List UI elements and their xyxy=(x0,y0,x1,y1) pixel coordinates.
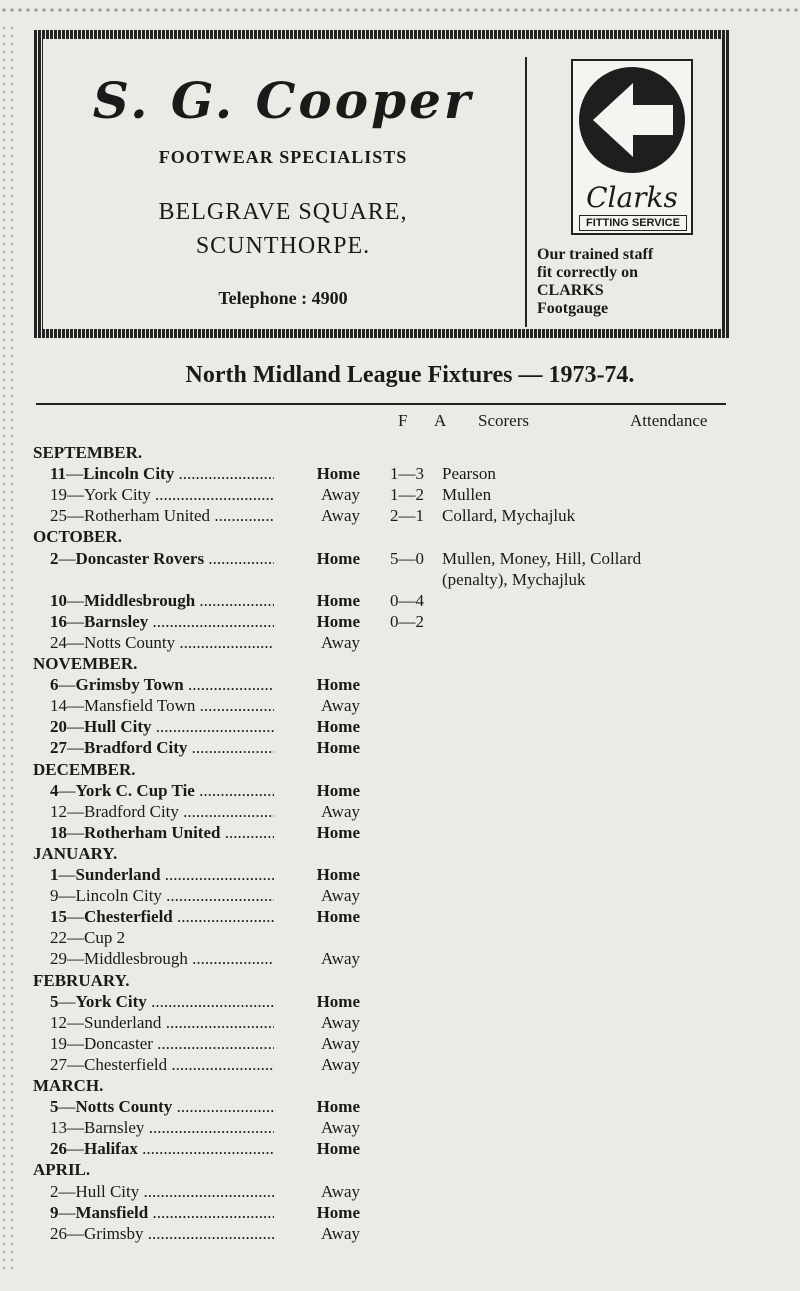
fixture-date: 9 xyxy=(50,886,59,906)
fixture-row xyxy=(0,865,800,886)
fixture-row xyxy=(0,506,800,527)
fixture-opponent-name: Chesterfield xyxy=(84,907,173,927)
fixture-venue: Home xyxy=(274,612,360,632)
fixture-row xyxy=(0,696,800,717)
shop-telephone: Telephone : 4900 xyxy=(218,288,348,308)
header-against: A xyxy=(434,411,447,430)
fixtures-title: North Midland League Fixtures — 1973-74. xyxy=(185,362,635,388)
fixture-venue: Home xyxy=(274,549,360,569)
fixture-row xyxy=(0,907,800,928)
fixture-opponent: 10—Middlesbrough ..... xyxy=(50,591,288,611)
fixture-date: 26 xyxy=(50,1223,67,1243)
fixture-opponent-name: Mansfield Town xyxy=(84,696,196,716)
clarks-blurb-line: CLARKS xyxy=(537,282,604,299)
fixture-row xyxy=(0,612,800,633)
fixture-row xyxy=(0,1224,800,1245)
fixture-opponent-name: Hull City xyxy=(84,717,152,737)
fixture-date: 2 xyxy=(50,548,59,568)
fixture-date: 25 xyxy=(50,506,67,526)
fixture-opponent: 24—Notts County ..... xyxy=(50,633,288,653)
fixture-venue: Home xyxy=(274,717,360,737)
fixture-venue: Home xyxy=(274,1097,360,1117)
fixture-score: 2—1 xyxy=(390,506,424,526)
month-heading: MARCH. xyxy=(33,1076,104,1095)
header-attendance: Attendance xyxy=(630,411,708,430)
shop-address-line2: SCUNTHORPE. xyxy=(195,233,371,259)
fixture-date: 27 xyxy=(50,738,67,758)
fixture-opponent: 15—Chesterfield ..... xyxy=(50,907,288,927)
fixture-date: 24 xyxy=(50,632,67,652)
fixture-opponent-name: Rotherham United xyxy=(84,822,221,842)
fixture-date: 16 xyxy=(50,611,67,631)
cooper-advert xyxy=(34,30,730,338)
fixture-venue: Away xyxy=(274,1034,360,1054)
fixture-opponent: 20—Hull City ..... xyxy=(50,717,288,737)
fixture-row xyxy=(0,928,800,949)
fixture-opponent-name: Notts County xyxy=(75,1097,173,1117)
fixture-venue: Home xyxy=(274,1139,360,1159)
fixture-venue: Home xyxy=(274,675,360,695)
fixture-row xyxy=(0,886,800,907)
fixture-opponent-name: Rotherham United xyxy=(84,506,211,526)
shop-tagline: FOOTWEAR SPECIALISTS xyxy=(158,147,408,167)
fixture-row xyxy=(0,591,800,612)
fixture-venue: Away xyxy=(274,1055,360,1075)
fixture-opponent-name: York City xyxy=(75,991,147,1011)
fixture-opponent-name: Middlesbrough xyxy=(84,949,188,969)
fixture-scorers: Mullen xyxy=(442,485,492,505)
fixture-date: 12 xyxy=(50,1012,67,1032)
fixture-opponent: 14—Mansfield Town ..... xyxy=(50,696,288,716)
clarks-blurb-line: Our trained staff xyxy=(537,246,654,263)
fixture-venue: Home xyxy=(274,992,360,1012)
fixture-opponent-name: Barnsley xyxy=(84,611,149,631)
fixture-date: 13 xyxy=(50,1118,67,1138)
fixture-date: 19 xyxy=(50,1033,67,1053)
fixture-opponent-name: Lincoln City xyxy=(75,886,162,906)
fixture-row xyxy=(0,675,800,696)
fixture-row xyxy=(0,992,800,1013)
fixture-opponent: 2—Doncaster Rovers ..... xyxy=(50,549,288,569)
left-arrow-icon xyxy=(577,65,687,175)
fixture-opponent: 1—Sunderland ..... xyxy=(50,865,288,885)
month-heading: DECEMBER. xyxy=(33,759,136,779)
fixture-date: 6 xyxy=(50,675,59,695)
fixture-venue: Away xyxy=(274,886,360,906)
fixture-row xyxy=(0,781,800,802)
fixture-venue: Away xyxy=(274,802,360,822)
fixture-venue: Home xyxy=(274,591,360,611)
fixture-opponent-name: Bradford City xyxy=(84,801,179,821)
fixture-venue: Home xyxy=(274,1203,360,1223)
fixture-date: 29 xyxy=(50,949,67,969)
fixture-opponent: 5—Notts County ..... xyxy=(50,1097,288,1117)
fixture-date: 18 xyxy=(50,822,67,842)
fixture-venue: Home xyxy=(274,865,360,885)
fixture-opponent-name: York C. Cup Tie xyxy=(75,780,195,800)
fixture-date: 12 xyxy=(50,801,67,821)
month-heading: APRIL. xyxy=(33,1160,91,1180)
month-heading: SEPTEMBER. xyxy=(33,443,143,462)
fixture-date: 5 xyxy=(50,1097,59,1117)
fixture-opponent: 22—Cup 2 xyxy=(50,928,126,948)
fixture-score: 1—2 xyxy=(390,485,424,505)
fixture-date: 26 xyxy=(50,1139,67,1159)
shop-name: S. G. Cooper xyxy=(92,71,474,130)
fixture-date: 19 xyxy=(50,485,67,505)
fixture-opponent: 26—Halifax ..... xyxy=(50,1139,288,1159)
fixture-opponent: 18—Rotherham United ..... xyxy=(50,823,288,843)
fixture-opponent-name: Sunderland xyxy=(75,865,161,884)
month-heading: OCTOBER. xyxy=(33,527,122,547)
fixture-opponent-name: Doncaster Rovers xyxy=(75,548,205,568)
fixture-venue: Home xyxy=(274,464,360,484)
fixture-date: 20 xyxy=(50,717,67,737)
fixture-row xyxy=(0,1034,800,1055)
fixture-venue: Away xyxy=(274,1224,360,1244)
month-heading: NOVEMBER. xyxy=(33,654,138,673)
fixture-opponent: 12—Bradford City ..... xyxy=(50,802,288,822)
fixture-row xyxy=(0,823,800,844)
fixture-row xyxy=(0,1118,800,1139)
fixture-date: 1 xyxy=(50,865,59,884)
fixture-row xyxy=(0,464,800,485)
fixture-row xyxy=(0,1097,800,1118)
fixture-venue: Away xyxy=(274,633,360,653)
fitting-service-label: FITTING SERVICE xyxy=(579,215,687,231)
fixture-scorers: Collard, Mychajluk xyxy=(442,506,576,526)
fixture-opponent: 13—Barnsley ..... xyxy=(50,1118,288,1138)
fixture-row xyxy=(0,802,800,823)
fixture-date: 11 xyxy=(50,464,67,484)
fixture-venue: Home xyxy=(274,907,360,927)
fixture-opponent: 29—Middlesbrough ..... xyxy=(50,949,288,969)
fixture-date: 14 xyxy=(50,696,67,716)
fixture-opponent-name: Hull City xyxy=(75,1181,140,1201)
fixture-opponent: 16—Barnsley ..... xyxy=(50,612,288,632)
fixture-opponent-name: Bradford City xyxy=(84,738,188,758)
fixture-row xyxy=(0,717,800,738)
fixture-venue: Home xyxy=(274,823,360,843)
fixture-opponent-name: York City xyxy=(84,485,151,505)
clarks-blurb xyxy=(537,246,697,318)
fixture-scorers: Pearson xyxy=(442,464,496,484)
fixture-date: 9 xyxy=(50,1202,59,1222)
fixture-date: 2 xyxy=(50,1181,59,1201)
fixture-opponent: 6—Grimsby Town ..... xyxy=(50,675,288,695)
fixture-score: 5—0 xyxy=(390,548,424,568)
fixture-venue: Home xyxy=(274,738,360,758)
fixture-opponent-name: Grimsby Town xyxy=(75,675,184,695)
fixture-opponent-name: Sunderland xyxy=(84,1012,162,1032)
fixture-opponent: 26—Grimsby ..... xyxy=(50,1224,288,1244)
clarks-badge xyxy=(571,59,693,235)
fixture-date: 15 xyxy=(50,907,67,927)
fixture-opponent: 5—York City ..... xyxy=(50,992,288,1012)
fixture-row xyxy=(0,1182,800,1203)
fixture-scorers-cont: (penalty), Mychajluk xyxy=(442,569,586,589)
fixture-row xyxy=(0,1013,800,1034)
fixture-venue: Away xyxy=(274,696,360,716)
fixture-opponent: 19—York City ..... xyxy=(50,485,288,505)
fixture-opponent: 9—Mansfield ..... xyxy=(50,1203,288,1223)
shop-address-line1: BELGRAVE SQUARE, xyxy=(158,199,408,225)
fixture-opponent: 11—Lincoln City ..... xyxy=(50,464,288,484)
fixture-venue: Away xyxy=(274,1118,360,1138)
fixture-opponent-name: Lincoln City xyxy=(83,464,175,484)
fixture-score: 1—3 xyxy=(390,464,424,484)
fixture-score: 0—4 xyxy=(390,590,424,610)
title-rule xyxy=(36,403,726,405)
fixture-opponent: 27—Chesterfield ..... xyxy=(50,1055,288,1075)
fixture-date: 4 xyxy=(50,780,59,800)
clarks-logo: Clarks xyxy=(586,181,678,214)
fixture-opponent-name: Grimsby xyxy=(84,1223,144,1243)
advert-shop-panel xyxy=(43,39,523,329)
fixture-opponent-name: Middlesbrough xyxy=(84,590,196,610)
fixture-opponent: 4—York C. Cup Tie ..... xyxy=(50,781,288,801)
fixture-opponent-name: Barnsley xyxy=(84,1118,145,1138)
fixture-row xyxy=(0,485,800,506)
fixture-row xyxy=(0,1203,800,1224)
fixture-opponent-name: Doncaster xyxy=(84,1033,153,1053)
clarks-blurb-line: fit correctly on xyxy=(537,264,638,281)
fixture-date: 10 xyxy=(50,590,67,610)
fixture-date: 22 xyxy=(50,928,67,948)
month-heading: JANUARY. xyxy=(33,843,118,863)
fixture-opponent: 2—Hull City ..... xyxy=(50,1182,288,1202)
fixture-opponent-name: Notts County xyxy=(84,632,176,652)
fixture-opponent: 9—Lincoln City ..... xyxy=(50,886,288,906)
fixture-opponent-name: Chesterfield xyxy=(84,1054,168,1074)
fixture-opponent-name: Mansfield xyxy=(75,1202,149,1222)
fixture-opponent-name: Halifax xyxy=(84,1139,138,1159)
fixture-opponent: 19—Doncaster ..... xyxy=(50,1034,288,1054)
fixture-date: 5 xyxy=(50,991,59,1011)
fixture-venue: Away xyxy=(274,1013,360,1033)
fixture-row xyxy=(0,1055,800,1076)
header-scorers: Scorers xyxy=(478,411,529,430)
fixture-opponent-name: Cup 2 xyxy=(84,928,126,948)
fixture-scorers: Mullen, Money, Hill, Collard xyxy=(442,548,642,568)
header-for: F xyxy=(398,411,408,430)
fixture-row xyxy=(0,633,800,654)
fixture-opponent: 25—Rotherham United ..... xyxy=(50,506,288,526)
month-heading: FEBRUARY. xyxy=(33,970,130,990)
fixture-opponent: 27—Bradford City ..... xyxy=(50,738,288,758)
fixture-venue: Away xyxy=(274,949,360,969)
fixture-date: 27 xyxy=(50,1054,67,1074)
fixture-venue: Away xyxy=(274,485,360,505)
fixture-row-continuation xyxy=(0,570,800,591)
fixture-score: 0—2 xyxy=(390,611,424,631)
fixture-row xyxy=(0,1139,800,1160)
advert-divider xyxy=(525,57,527,327)
fixture-venue: Home xyxy=(274,781,360,801)
clarks-blurb-line: Footgauge xyxy=(537,300,609,317)
fixture-row xyxy=(0,738,800,759)
fixture-row xyxy=(0,549,800,570)
fixture-opponent: 12—Sunderland ..... xyxy=(50,1013,288,1033)
dotted-border-top xyxy=(0,6,800,16)
fixture-venue: Away xyxy=(274,506,360,526)
fixture-venue: Away xyxy=(274,1182,360,1202)
fixture-row xyxy=(0,949,800,970)
